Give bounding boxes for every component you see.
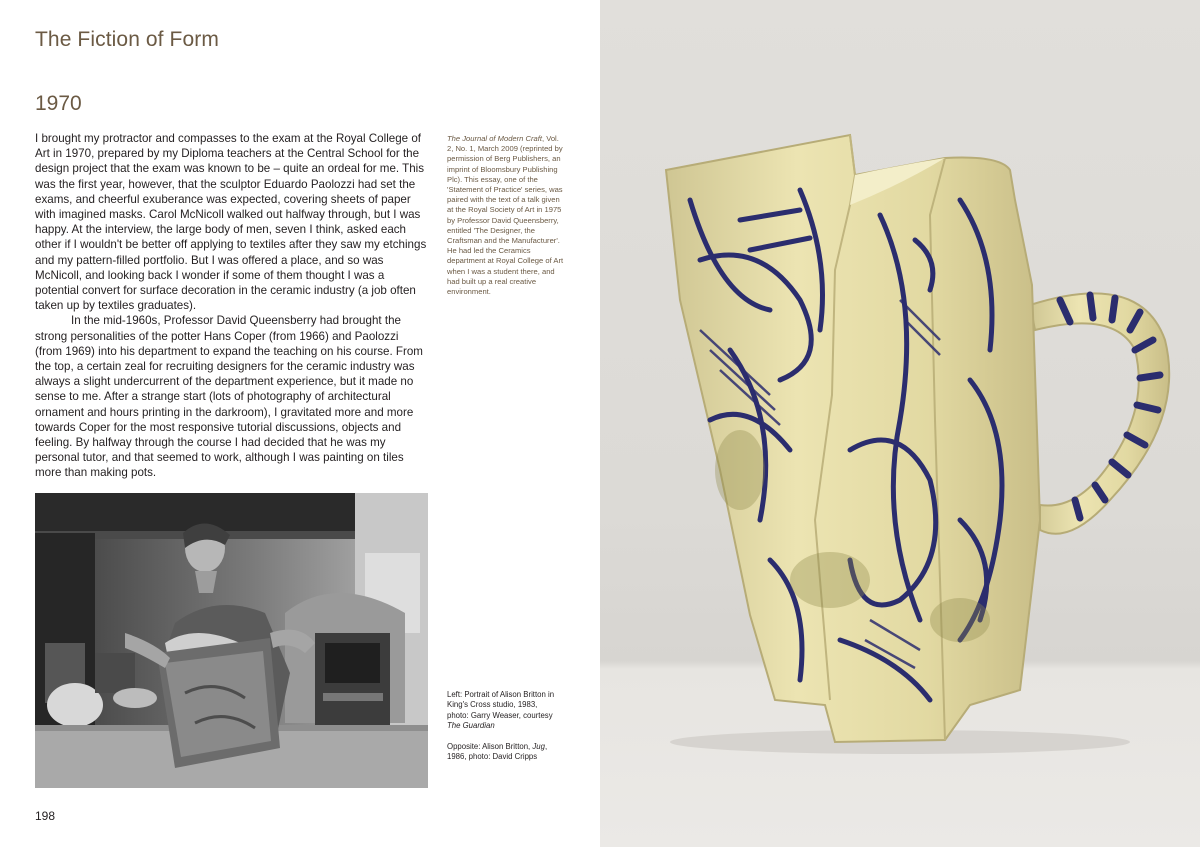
paragraph-2: In the mid-1960s, Professor David Queensberry had brought the strong personalities of the potter Hans Coper (from 1966) and Paolozzi (from 1969) into his department to expand the teaching on his course. From the top, a certain zeal for recruiting designers for the ceramic industry was always a slight undercurrent of the department experience, but it made no sense to me. After a strange start (lots of photography of architectural ornament and hours printing in the darkroom), I gravitated more and more towards Coper for the most responsive tutorial discussions, objects and feeling. By halfway through the course I had decided that he was my personal tutor, and that seemed to work, although I was painting on tiles more than making pots. [35, 314, 423, 480]
page-number: 198 [35, 809, 56, 823]
source-note-text: , Vol. 2, No. 1, March 2009 (reprinted by permission of Berg Publishers, an imprint of Bloomsbury Publishing Plc). This essay, one of the 'Statement of Practice' series, was paired with the text of a talk given at the Royal Society of Art in 1975 by Professor David Queensberry, entitled 'The Designer, the Craftsman and the Manufacturer'. He had led the Ceramics department at Royal College of Art when I was a student there, and had built up a real creative environment. [447, 134, 564, 297]
caption-opposite-details: , 1986, photo: David Cripps [447, 741, 548, 762]
jug-illustration [600, 0, 1200, 847]
paragraph-1: I brought my protractor and compasses to the exam at the Royal College of Art in 1970, prepared by my Diploma teachers at the Central School for the design project that the exam was known to be – quite an ordeal for me. This was the first year, however, that the sculptor Eduardo Paolozzi had set the exams, and cheerful exuberance was expected, covering sheets of paper with imagined masks. Carol McNicoll walked out halfway through, but I was happy. At the interview, the large body of men, seven I think, asked each other if I wouldn't be better off applying to textiles after they saw my etchings and my pattern-filled portfolio. But I was offered a place, and so was McNicoll, and looking back I wonder if some of them thought I was a potential convert for surface decoration in the ceramic industry (a job often taken up by textiles graduates). [35, 132, 427, 313]
caption-left [447, 690, 557, 732]
caption-left-source: The Guardian [447, 721, 495, 731]
journal-title: The Journal of Modern Craft [447, 134, 542, 143]
caption-left-text: Left: Portrait of Alison Britton in King's Cross studio, 1983, photo: Garry Weaser, courtesy [447, 690, 555, 720]
running-head: The Fiction of Form [35, 28, 219, 51]
studio-portrait-photo [35, 493, 428, 788]
photo-caption [447, 690, 557, 772]
section-heading-year: 1970 [35, 92, 82, 115]
source-note [447, 134, 565, 297]
caption-opposite [447, 742, 557, 763]
caption-opposite-credit: Opposite: Alison Britton, [447, 741, 533, 751]
caption-opposite-title: Jug [532, 741, 545, 751]
essay-body [35, 131, 427, 481]
right-page-jug-photo [600, 0, 1200, 847]
